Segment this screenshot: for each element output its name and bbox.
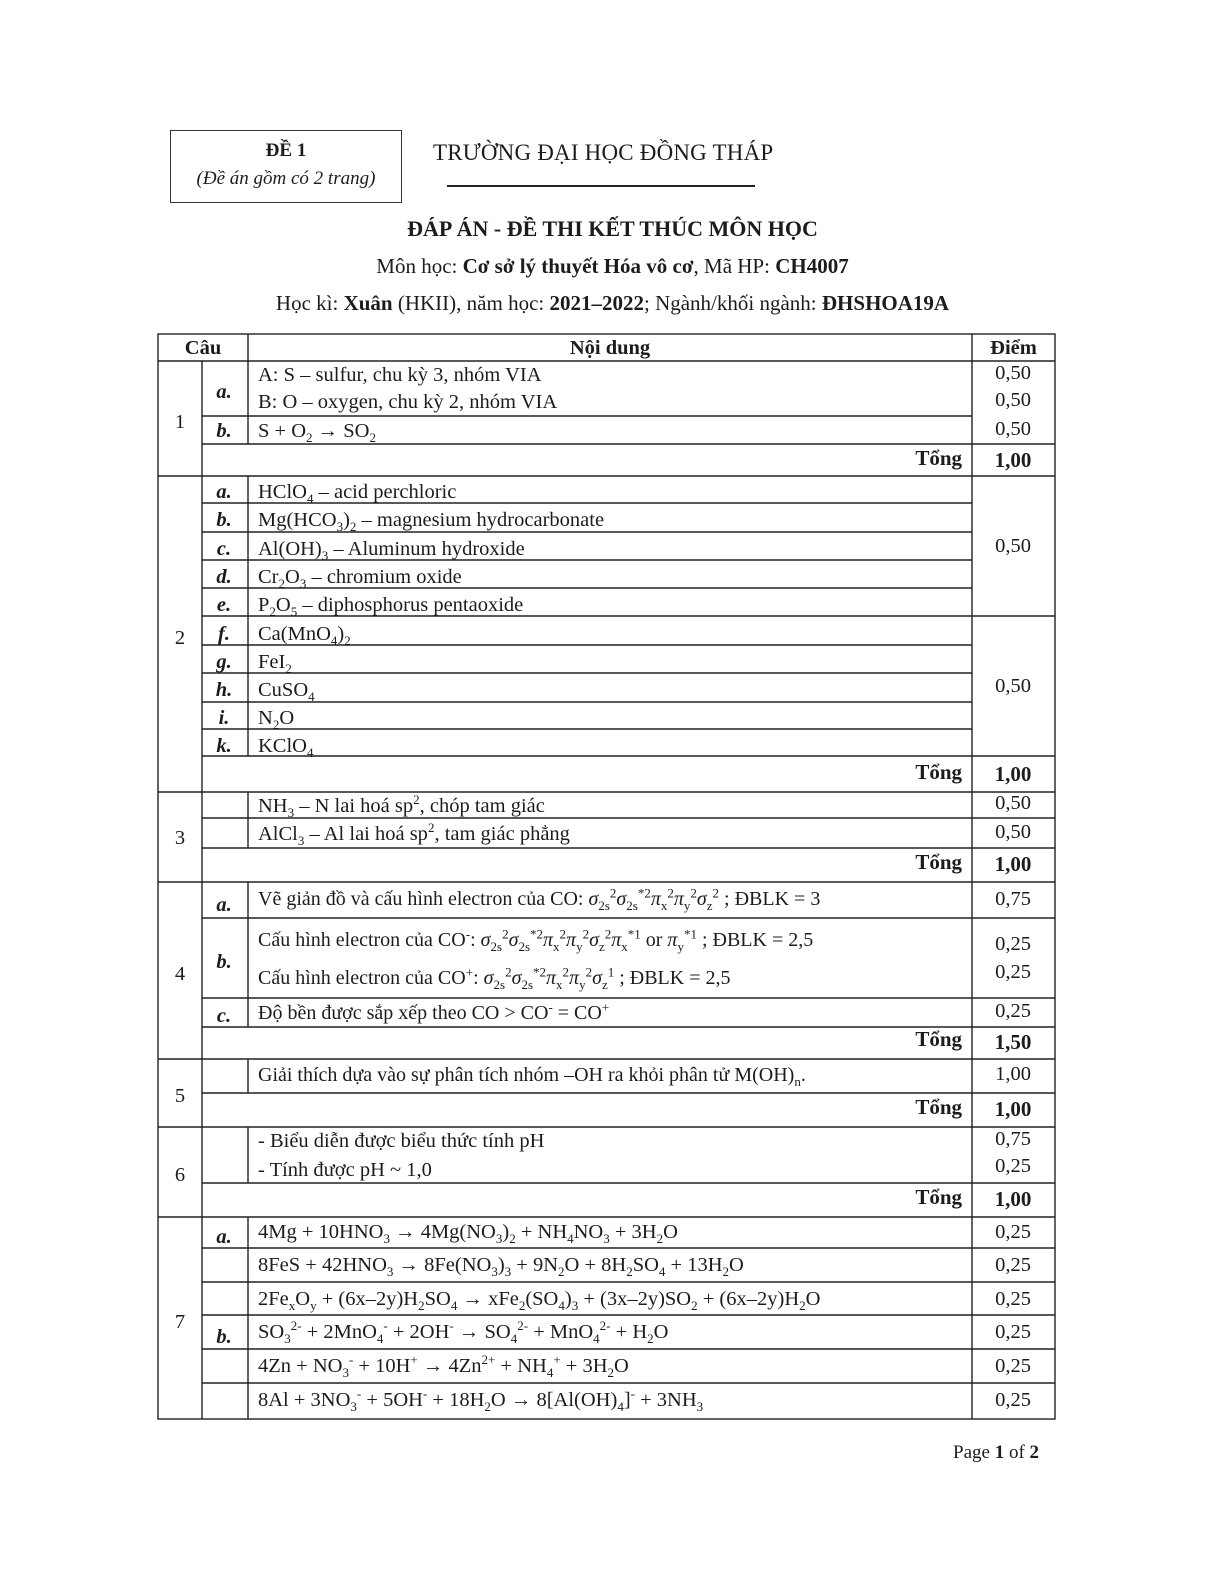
answer-text: CuSO$_4$: [258, 679, 315, 705]
answer-text: - Tính được pH ~ 1,0: [258, 1159, 432, 1181]
points: 0,25: [995, 1288, 1031, 1310]
sub-label: a.: [216, 381, 232, 403]
school-name: TRƯỜNG ĐẠI HỌC ĐỒNG THÁP: [433, 140, 774, 165]
answer-text: $NH_3$ – N lai hoá $sp^2$, chóp tam giác: [258, 792, 545, 821]
answer-text: $S + O_2 \to SO_2$: [258, 420, 376, 446]
exam-code: ĐỀ 1: [265, 140, 307, 161]
question-number: 1: [174, 411, 186, 433]
sub-label: a.: [216, 1226, 232, 1248]
total-label: Tổng: [915, 1027, 962, 1051]
sub-label: a.: [216, 481, 232, 503]
sub-label: a.: [216, 894, 232, 916]
exam-pages-note: (Đề án gồm có 2 trang): [196, 168, 376, 189]
points: 0,50: [995, 418, 1031, 440]
sub-label: b.: [216, 420, 232, 442]
sub-label: h.: [215, 679, 233, 701]
answer-text: A: S – sulfur, chu kỳ 3, nhóm VIA: [258, 364, 542, 386]
sub-label: f.: [218, 623, 230, 645]
sub-label: g.: [216, 651, 232, 673]
sub-label: c.: [216, 538, 232, 560]
points: 0,25: [995, 1389, 1031, 1411]
page-number: Page 1 of 2: [953, 1442, 1040, 1463]
answer-text: HClO$_4$ – acid perchloric: [258, 481, 457, 507]
points: 0,25: [995, 1155, 1031, 1177]
answer-text: KClO$_4$: [258, 735, 314, 761]
answer-text: $8FeS + 42HNO_3 \to 8Fe(NO_3)_3 + 9N_2O + 8H_2SO_4 + 13H_2O$: [258, 1254, 744, 1280]
answer-text: - Biểu diễn được biểu thức tính pH: [258, 1130, 545, 1152]
points: 0,50: [995, 792, 1031, 814]
sub-label: k.: [216, 735, 232, 757]
points: 1,00: [995, 1063, 1031, 1085]
question-number: 7: [174, 1311, 186, 1333]
points: 0,50: [995, 389, 1031, 411]
course-name: Cơ sở lý thuyết Hóa vô cơ: [462, 254, 694, 278]
sub-label: b.: [216, 951, 232, 973]
total-label: Tổng: [915, 446, 962, 470]
answer-text: B: O – oxygen, chu kỳ 2, nhóm VIA: [258, 391, 558, 413]
column-header-content: Nội dung: [569, 337, 651, 359]
answer-text: $4Mg + 10HNO_3 \to 4Mg(NO_3)_2 + NH_4NO_3 + 3H_2O$: [258, 1221, 678, 1247]
points: 0,50: [995, 821, 1031, 843]
answer-text: Độ bền được sắp xếp theo CO > CO- = CO+: [258, 999, 610, 1024]
total-label: Tổng: [915, 760, 962, 784]
points: 0,25: [995, 1254, 1031, 1276]
points: 0,50: [995, 535, 1031, 557]
question-number: 4: [174, 963, 186, 985]
answer-text: Vẽ giản đồ và cấu hình electron của CO: $\sigma_{2s}^2\sigma_{2s}^{*2}\pi_x^2\pi_y^2\sigma_z^2$ ; ĐBLK = 3: [258, 885, 821, 913]
term-line: Học kì: Xuân (HKII), năm học: 2021–2022; Ngành/khối ngành: ĐHSHOA19A: [275, 291, 950, 315]
total-points: 1,00: [994, 448, 1032, 472]
sub-label: d.: [216, 566, 232, 588]
column-header-question: Câu: [184, 337, 222, 359]
total-points: 1,00: [994, 1187, 1032, 1211]
answer-text: Giải thích dựa vào sự phân tích nhóm –OH ra khỏi phân tử $M(OH)_n$.: [258, 1064, 806, 1089]
points: 0,25: [995, 961, 1031, 983]
total-points: 1,00: [994, 1097, 1032, 1121]
total-label: Tổng: [915, 1095, 962, 1119]
points: 0,25: [995, 933, 1031, 955]
total-label: Tổng: [915, 1185, 962, 1209]
total-points: 1,00: [994, 762, 1032, 786]
sub-label: b.: [216, 509, 232, 531]
course-line: Môn học: Cơ sở lý thuyết Hóa vô cơ, Mã HP: CH4007: [376, 254, 849, 278]
points: 0,50: [995, 675, 1031, 697]
answer-text: $8Al + 3NO_3^- + 5OH^- + 18H_2O \to 8[Al(OH)_4]^- + 3NH_3$: [258, 1386, 704, 1415]
sub-label: b.: [216, 1326, 232, 1348]
total-label: Tổng: [915, 850, 962, 874]
answer-text: Cấu hình electron của CO-: $\sigma_{2s}^2\sigma_{2s}^{*2}\pi_x^2\pi_y^2\sigma_z^2\pi_x^{*1}$ or $\pi_y^{*1}$ ; ĐBLK = 2,5: [258, 926, 814, 954]
question-number: 5: [174, 1085, 186, 1107]
points: 0,25: [995, 1321, 1031, 1343]
points: 0,25: [995, 1221, 1031, 1243]
answer-text: $N_2O$: [258, 707, 295, 733]
answer-text: $Ca(MnO_4)_2$: [258, 623, 351, 649]
exam-code-box: [170, 130, 402, 203]
course-code: CH4007: [775, 254, 849, 278]
question-number: 3: [174, 827, 186, 849]
answer-text: $Cr_2O_3$ – chromium oxide: [258, 566, 462, 592]
points: 0,75: [995, 888, 1031, 910]
answer-text: $SO_3^{2-} + 2MnO_4^- + 2OH^- \to SO_4^{2-} + MnO_4^{2-} + H_2O$: [258, 1318, 669, 1347]
sub-label: e.: [216, 594, 232, 616]
school-underline: [447, 185, 755, 187]
answer-text: $2Fe_xO_y + (6x-2y)H_2SO_4 \to xFe_2(SO_4)_3 + (3x-2y)SO_2 + (6x-2y)H_2O$: [258, 1288, 821, 1314]
answer-text: $4Zn + NO_3^- + 10H^+ \to 4Zn^{2+} + NH_4^+ + 3H_2O$: [258, 1352, 629, 1381]
sub-label: c.: [216, 1005, 232, 1027]
points: 0,25: [995, 1000, 1031, 1022]
sub-label: i.: [218, 707, 230, 729]
question-number: 2: [174, 627, 186, 649]
total-points: 1,00: [994, 852, 1032, 876]
points: 0,50: [995, 362, 1031, 384]
question-number: 6: [174, 1164, 186, 1186]
answer-text: $Al(OH)_3$ – Aluminum hydroxide: [258, 538, 525, 564]
answer-text: $P_2O_5$ – diphosphorus pentaoxide: [258, 594, 524, 620]
points: 0,25: [995, 1355, 1031, 1377]
answer-text: Cấu hình electron của CO+: $\sigma_{2s}^2\sigma_{2s}^{*2}\pi_x^2\pi_y^2\sigma_z^1$ ; ĐBLK = 2,5: [258, 964, 731, 992]
answer-text: FeI$_2$: [258, 651, 292, 677]
points: 0,75: [995, 1128, 1031, 1150]
document-title: ĐÁP ÁN - ĐỀ THI KẾT THÚC MÔN HỌC: [407, 216, 818, 241]
answer-text: AlCl$_3$ – Al lai hoá $sp^2$, tam giác phẳng: [258, 820, 570, 849]
answer-text: $Mg(HCO_3)_2$ – magnesium hydrocarbonate: [258, 509, 605, 535]
total-points: 1,50: [994, 1030, 1032, 1054]
column-header-points: Điểm: [990, 337, 1037, 359]
